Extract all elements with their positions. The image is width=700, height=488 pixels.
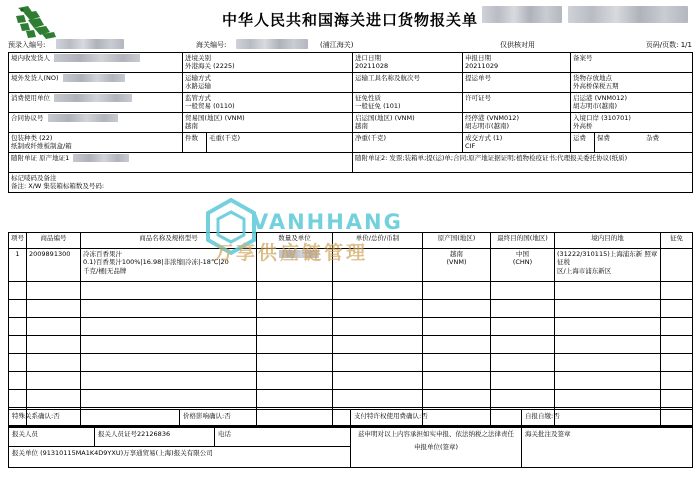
cell-declarer (9, 428, 95, 447)
pieces-label: 件数 (185, 134, 199, 142)
seal-label: 申报单位(签章) (413, 442, 459, 451)
transit-port-value: 胡志明市(越南) (465, 122, 510, 131)
cell-license-no (463, 93, 571, 113)
attached-doc2-label: 随附单证2: (355, 154, 388, 162)
table-row (9, 336, 693, 354)
table-row (9, 354, 693, 372)
origin-country-value: 越南 (355, 122, 369, 131)
grid-row-7 (9, 173, 693, 193)
cell-attached-doc (9, 153, 353, 173)
cell-royalty (351, 410, 522, 427)
customs-district: (浦江海关) (320, 41, 354, 49)
cell-import-port (183, 53, 353, 73)
cell-declare-date (463, 53, 571, 73)
import-port-value: 外港海关 (2225) (185, 62, 235, 71)
transport-mode-label: 运输方式 (185, 74, 212, 82)
cell-item-no: 1 (9, 249, 27, 282)
goods-col-hs-code: 商品编号 (27, 233, 81, 249)
top-id-bar (8, 38, 692, 51)
goods-col-destination: 最终目的国(地区) (491, 233, 555, 249)
grid-row-5 (9, 133, 693, 153)
bottom-info-table (8, 409, 693, 427)
quantity-redaction (279, 250, 319, 258)
bottom-declarer-table (8, 427, 693, 468)
attached-doc-value: 原产地证1 (39, 154, 70, 162)
price-influence-label: 价格影响确认: (183, 412, 225, 420)
cell-contract-no (9, 113, 183, 133)
depart-port-value: 胡志明市(越南) (573, 102, 618, 111)
cell-insurance-misc (595, 133, 693, 153)
declaration-unit-label: 报关单位 (12, 449, 38, 457)
cell-transit-port (463, 113, 571, 133)
cell-price-influence (180, 410, 351, 427)
goods-col-exemption: 征免 (661, 233, 693, 249)
license-no-label: 许可证号 (465, 94, 492, 102)
attached-doc-redaction (73, 154, 129, 162)
attached-doc-label: 随附单证 (11, 154, 37, 162)
cell-depart-port (571, 93, 693, 113)
review-note: 仅供核对用 (500, 41, 535, 49)
grid-row-1 (9, 53, 693, 73)
trade-country-label: 贸易国(地区) (VNM) (185, 114, 245, 122)
trade-terms-value: CIF (465, 142, 476, 151)
goods-location-label: 货物存放地点 (573, 74, 613, 82)
bottom-row-confirmations (9, 410, 693, 427)
cell-record-no (571, 53, 693, 73)
cell-import-date (353, 53, 463, 73)
cell-freight (571, 133, 595, 153)
import-date-value: 20211028 (355, 62, 389, 71)
grid-row-6 (9, 153, 693, 173)
origin-country-label: 启运国(地区) (VNM) (355, 114, 415, 122)
cell-declarer-id (95, 428, 215, 447)
attached-doc2-value: 发票;装箱单;提(运)单;合同;原产地证据证明;植物检疫证书;代理报关委托协议(纸质) (389, 154, 628, 162)
special-relation-label: 特殊关系确认: (12, 412, 54, 420)
cell-pieces (183, 133, 207, 153)
cell-marks-remarks (9, 173, 693, 193)
cell-levy-nature (353, 93, 463, 113)
transport-mode-value: 水路运输 (185, 82, 212, 91)
declaration-main-grid (8, 52, 693, 193)
cell-transport-tool (353, 73, 463, 93)
marks-label: 标记唛码及备注 (11, 174, 57, 182)
table-row (9, 318, 693, 336)
grid-row-3 (9, 93, 693, 113)
cell-quantity (257, 249, 333, 282)
cell-trade-country (183, 113, 353, 133)
transit-port-label: 经停港 (VNM012) (465, 114, 519, 122)
net-weight-label: 净重(千克) (355, 134, 387, 142)
cell-exemption (661, 249, 693, 282)
cell-consumer-unit (9, 93, 183, 113)
table-row (9, 300, 693, 318)
goods-col-item-no: 项号 (9, 233, 27, 249)
supervision-mode-label: 监管方式 (185, 94, 212, 102)
customs-approval-label: 海关批注及签章 (525, 430, 571, 438)
cell-phone (215, 428, 351, 447)
price-influence-value: 否 (224, 412, 231, 420)
trade-country-value: 越南 (185, 122, 199, 131)
remark-value: X/W 集装箱标箱数及号码: (28, 182, 105, 191)
goods-col-domestic-dest: 境内目的地 (555, 233, 661, 249)
cell-declaration-unit (9, 447, 351, 468)
packing-type-value: 纸制或纤维板制盒/箱 (11, 142, 72, 151)
cell-trade-terms (463, 133, 571, 153)
table-row (9, 249, 693, 282)
cell-packing-type (9, 133, 183, 153)
cell-entry-port (571, 113, 693, 133)
import-date-label: 进口日期 (355, 54, 382, 62)
cell-statement (351, 428, 522, 468)
declaration-unit-value: (91310115MA1K4D9YXU)万享通贸易(上海)报关有限公司 (40, 449, 213, 457)
royalty-value: 否 (421, 412, 428, 420)
overseas-consignor-label: 境外发货人(NO) (11, 74, 59, 82)
watermark-text-secondary: 万享供应链管理 (214, 242, 369, 264)
packing-type-label: 包装种类 (22) (11, 134, 53, 142)
pre-entry-no-redaction (56, 39, 124, 49)
cell-customs-approval (522, 428, 693, 468)
table-row (9, 390, 693, 408)
consumer-unit-label: 消费使用单位 (11, 94, 50, 102)
cell-bill-no (463, 73, 571, 93)
depart-port-label: 启运港 (VNM012) (573, 94, 627, 102)
levy-nature-label: 征免性质 (355, 94, 382, 102)
table-row (9, 372, 693, 390)
special-relation-value: 否 (53, 412, 60, 420)
cell-net-weight (353, 133, 463, 153)
cell-transport-mode (183, 73, 353, 93)
cell-price (333, 249, 423, 282)
cell-gross-weight (207, 133, 353, 153)
goods-col-origin: 原产国(地区) (423, 233, 491, 249)
table-row (9, 282, 693, 300)
grid-row-4 (9, 113, 693, 133)
remark-label: 备注: (11, 182, 27, 191)
phone-label: 电话 (218, 430, 231, 438)
document-header (0, 0, 700, 40)
trade-terms-label: 成交方式 (1) (465, 134, 503, 142)
header-redaction-1 (482, 6, 562, 23)
grid-row-2 (9, 73, 693, 93)
import-port-label: 进境关别 (185, 54, 212, 62)
overseas-consignor-redaction (63, 74, 125, 82)
cell-hs-code: 2009891300 (27, 249, 81, 282)
record-no-label: 备案号 (573, 54, 593, 62)
cell-origin: 越南 (VNM) (423, 249, 491, 282)
insurance-label: 保费 (597, 134, 611, 142)
pre-entry-no-label: 预录入编号: (8, 41, 46, 49)
customs-no-label: 海关编号: (196, 41, 227, 49)
goods-col-price: 单价/总价/币制 (333, 233, 423, 249)
bill-no-label: 提运单号 (465, 74, 492, 82)
consignee-label: 境内收发货人 (11, 54, 50, 62)
entry-port-label: 入境口岸 (310701) (573, 114, 631, 122)
self-declare-label: 自报自缴: (525, 412, 554, 420)
supervision-mode-value: 一般贸易 (0110) (185, 102, 235, 111)
freight-label: 运费 (573, 134, 587, 142)
cell-self-declare (522, 410, 693, 427)
contract-no-redaction (48, 114, 118, 122)
statement-text: 兹申明对以上内容承担如实申报、依法纳税之法律责任 (358, 430, 514, 438)
declarer-label: 报关人员 (12, 430, 38, 438)
declare-date-label: 申报日期 (465, 54, 492, 62)
goods-col-description: 商品名称及规格型号 (81, 233, 257, 249)
declare-date-value: 20211029 (465, 62, 499, 71)
goods-location-value: 外高桥保税五期 (573, 82, 619, 91)
transport-tool-label: 运输工具名称及航次号 (355, 74, 421, 82)
royalty-label: 支付特许权使用费确认: (354, 412, 422, 420)
cell-domestic-dest: (31222/310115)上海浦东新 照章征税 区/上海市浦东新区 (555, 249, 661, 282)
cell-attached-doc2 (353, 153, 693, 173)
cell-origin-country (353, 113, 463, 133)
declarer-id-label: 报关人员证号 (98, 430, 137, 438)
consignee-redaction (54, 54, 140, 62)
entry-port-value: 外高桥 (573, 122, 593, 131)
cell-description: 冷冻百香果汁 0.1)百香果汁100%|16.98|非浓缩|冷冻|-18℃|20 千克/桶|无品牌 (81, 249, 257, 282)
self-declare-value: 否 (553, 412, 560, 420)
cell-overseas-consignor (9, 73, 183, 93)
cell-supervision-mode (183, 93, 353, 113)
goods-col-quantity: 数量及单位 (257, 233, 333, 249)
cell-consignee (9, 53, 183, 73)
consumer-unit-redaction (54, 94, 132, 102)
goods-header-row (9, 233, 693, 249)
gross-weight-label: 毛重(千克) (209, 134, 241, 142)
declarer-id-value: 22126836 (137, 430, 171, 438)
cell-destination: 中国 (CHN) (491, 249, 555, 282)
header-redaction-2 (568, 6, 688, 23)
contract-no-label: 合同协议号 (11, 114, 44, 122)
page-title: 中华人民共和国海关进口货物报关单 (221, 11, 478, 29)
bottom-row-declarer (9, 428, 693, 447)
page-number: 页码/页数: 1/1 (645, 41, 692, 49)
customs-no-redaction (236, 39, 308, 49)
cell-special-relation (9, 410, 180, 427)
levy-nature-value: 一般征免 (101) (355, 102, 401, 111)
watermark-text: VANHHANG (252, 210, 403, 234)
cell-goods-location (571, 73, 693, 93)
goods-table (8, 232, 693, 426)
misc-label: 杂费 (646, 134, 660, 142)
